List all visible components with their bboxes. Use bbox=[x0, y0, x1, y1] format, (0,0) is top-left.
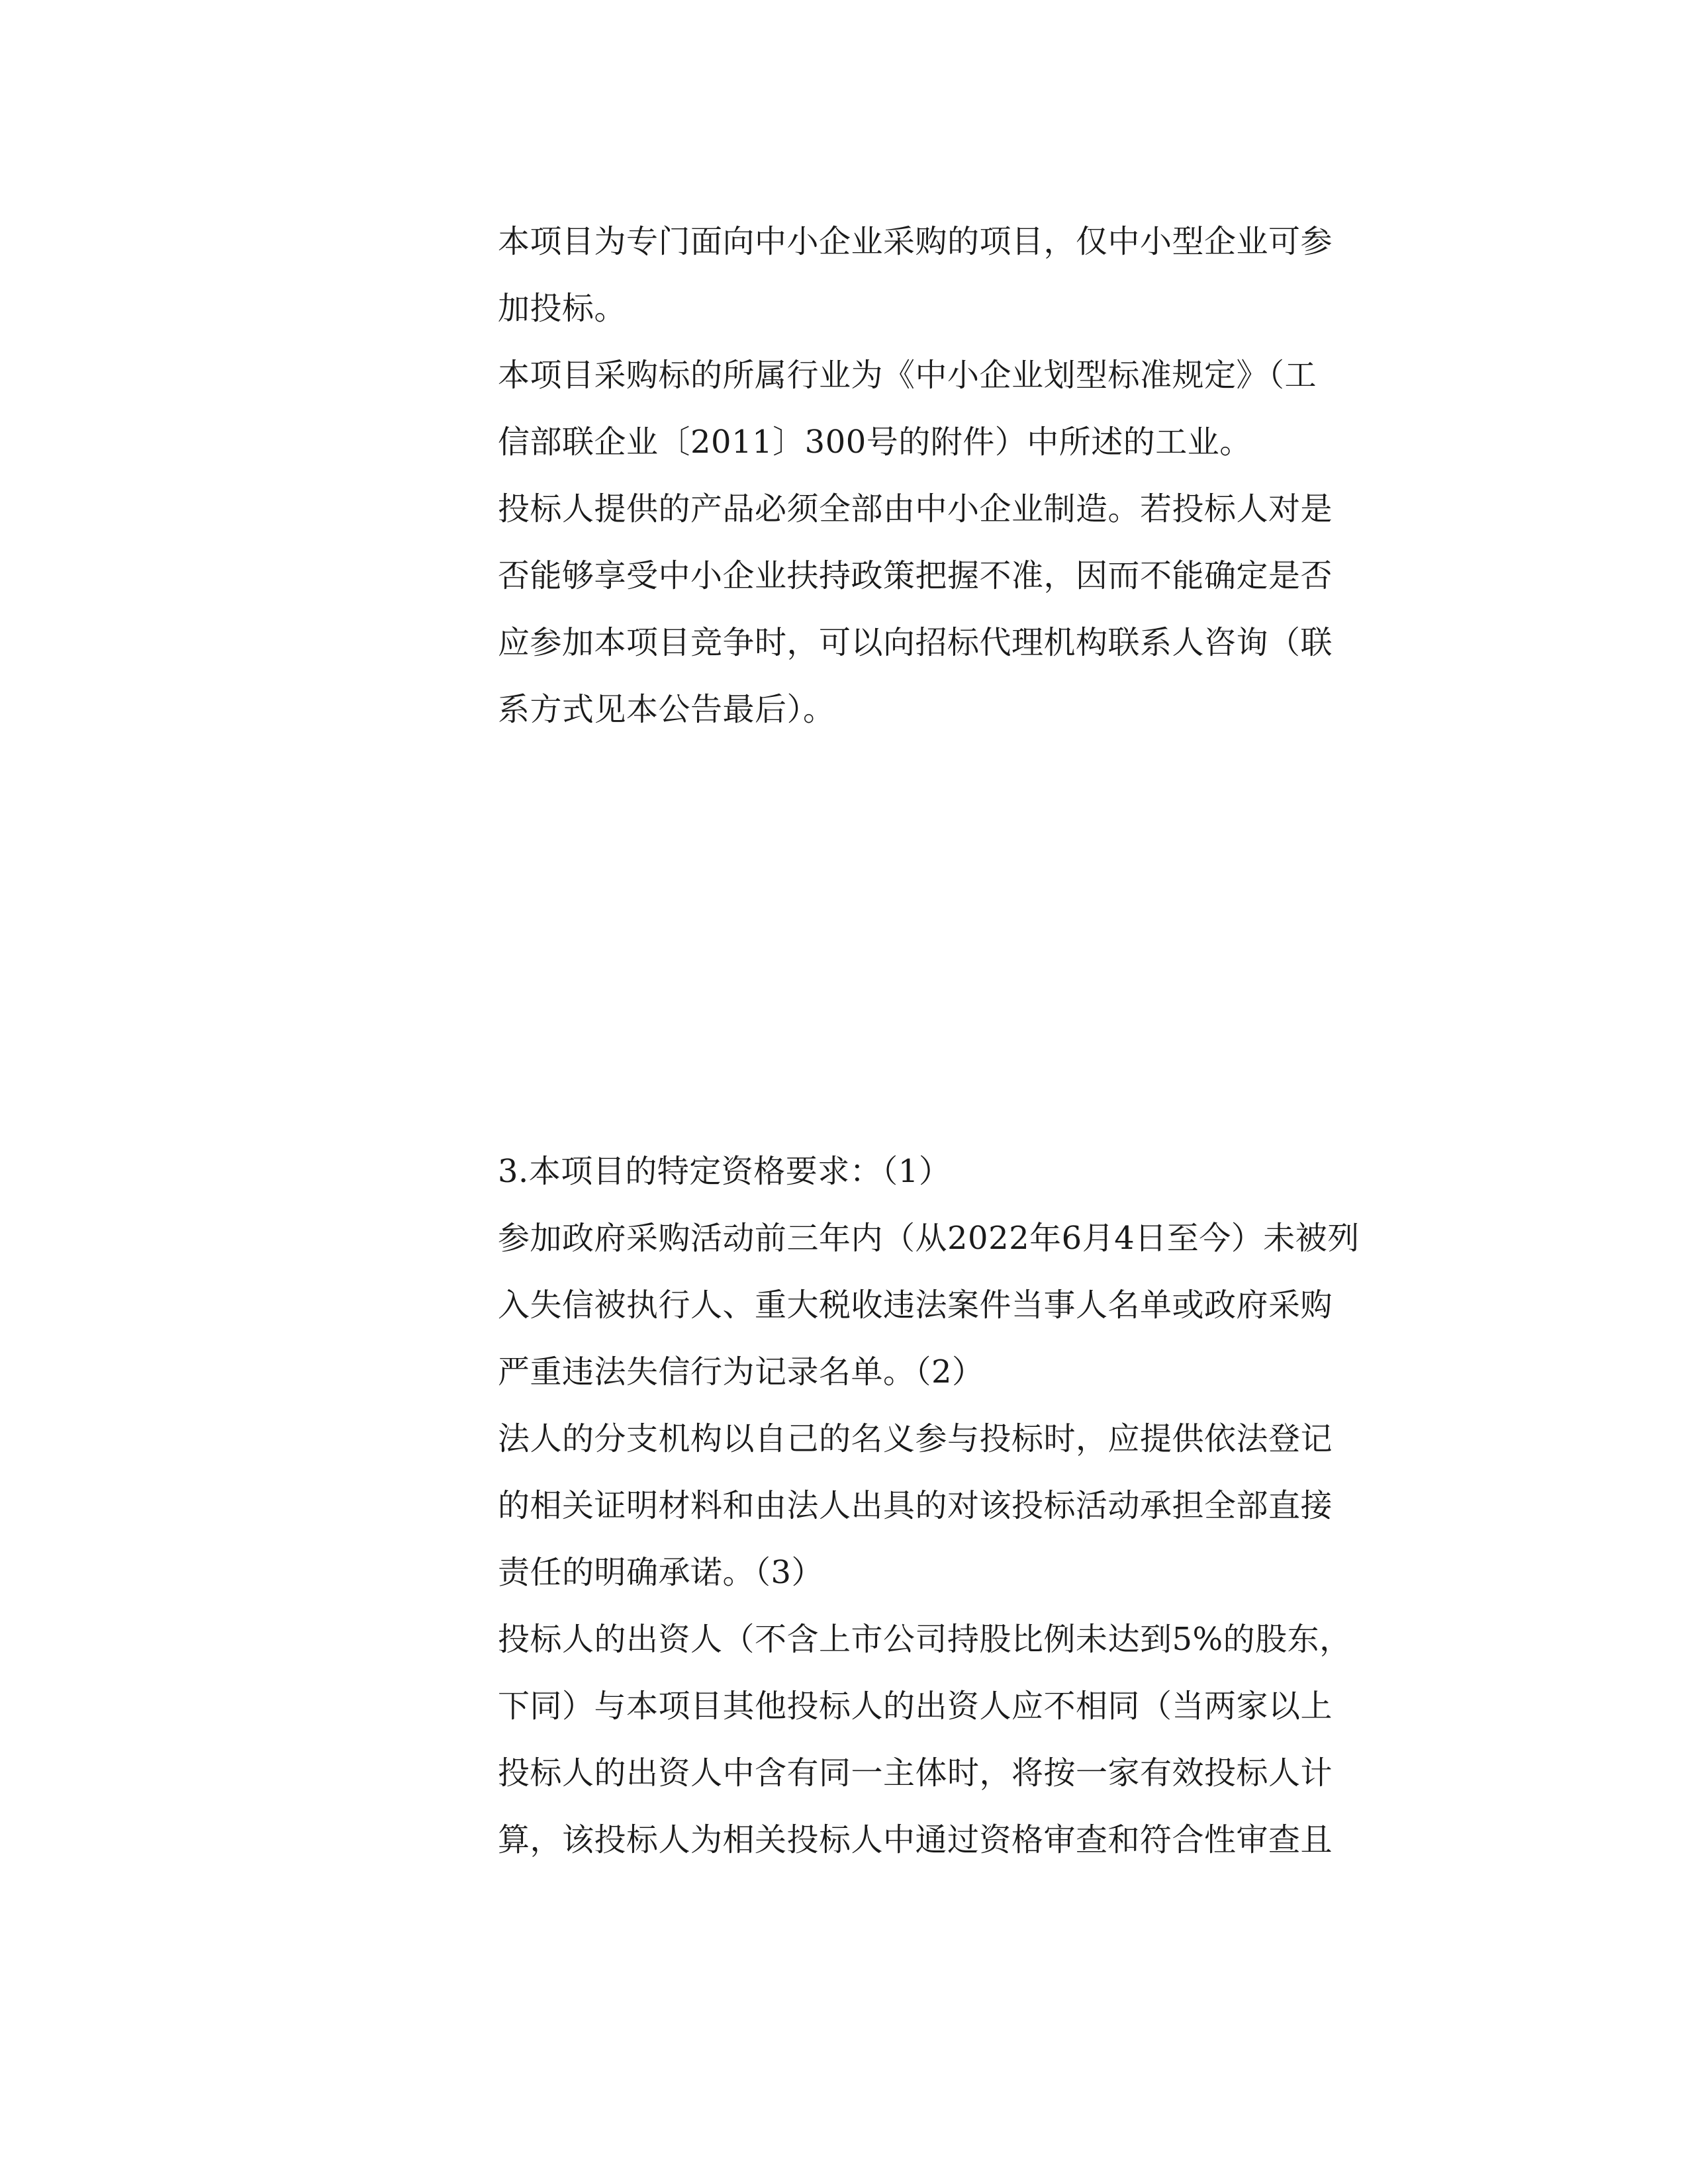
text-line: 否能够享受中小企业扶持政策把握不准，因而不能确定是否 bbox=[498, 557, 1333, 594]
text-line: 投标人的出资人（不含上市公司持股比例未达到5%的股东， bbox=[498, 1621, 1352, 1658]
text-line: 参加政府采购活动前三年内（从2022年6月4日至今）未被列 bbox=[498, 1220, 1360, 1257]
text-line: 责任的明确承诺。（3） bbox=[498, 1554, 824, 1591]
text-line: 投标人提供的产品必须全部由中小企业制造。若投标人对是 bbox=[498, 490, 1333, 527]
text-line: 入失信被执行人、重大税收违法案件当事人名单或政府采购 bbox=[498, 1287, 1333, 1324]
text-line: 加投标。 bbox=[498, 290, 627, 327]
sme-procurement-notice bbox=[498, 208, 1365, 743]
text-line: 算，该投标人为相关投标人中通过资格审查和符合性审查且 bbox=[498, 1821, 1333, 1858]
text-line: 严重违法失信行为记录名单。（2） bbox=[498, 1353, 984, 1390]
section-heading: 3.本项目的特定资格要求：（1） bbox=[498, 1153, 951, 1190]
text-line: 本项目为专门面向中小企业采购的项目，仅中小型企业可参 bbox=[498, 223, 1333, 260]
text-line: 本项目采购标的所属行业为《中小企业划型标准规定》（工 bbox=[498, 357, 1317, 394]
text-line: 信部联企业〔2011〕300号的附件）中所述的工业。 bbox=[498, 424, 1252, 461]
qualification-requirements bbox=[498, 1138, 1365, 1874]
text-line: 系方式见本公告最后）。 bbox=[498, 691, 835, 728]
text-line: 的相关证明材料和由法人出具的对该投标活动承担全部直接 bbox=[498, 1487, 1333, 1524]
text-line: 下同）与本项目其他投标人的出资人应不相同（当两家以上 bbox=[498, 1688, 1333, 1725]
text-line: 法人的分支机构以自己的名义参与投标时，应提供依法登记 bbox=[498, 1420, 1333, 1457]
text-line: 投标人的出资人中含有同一主体时，将按一家有效投标人计 bbox=[498, 1754, 1333, 1792]
text-line: 应参加本项目竞争时，可以向招标代理机构联系人咨询（联 bbox=[498, 624, 1333, 661]
